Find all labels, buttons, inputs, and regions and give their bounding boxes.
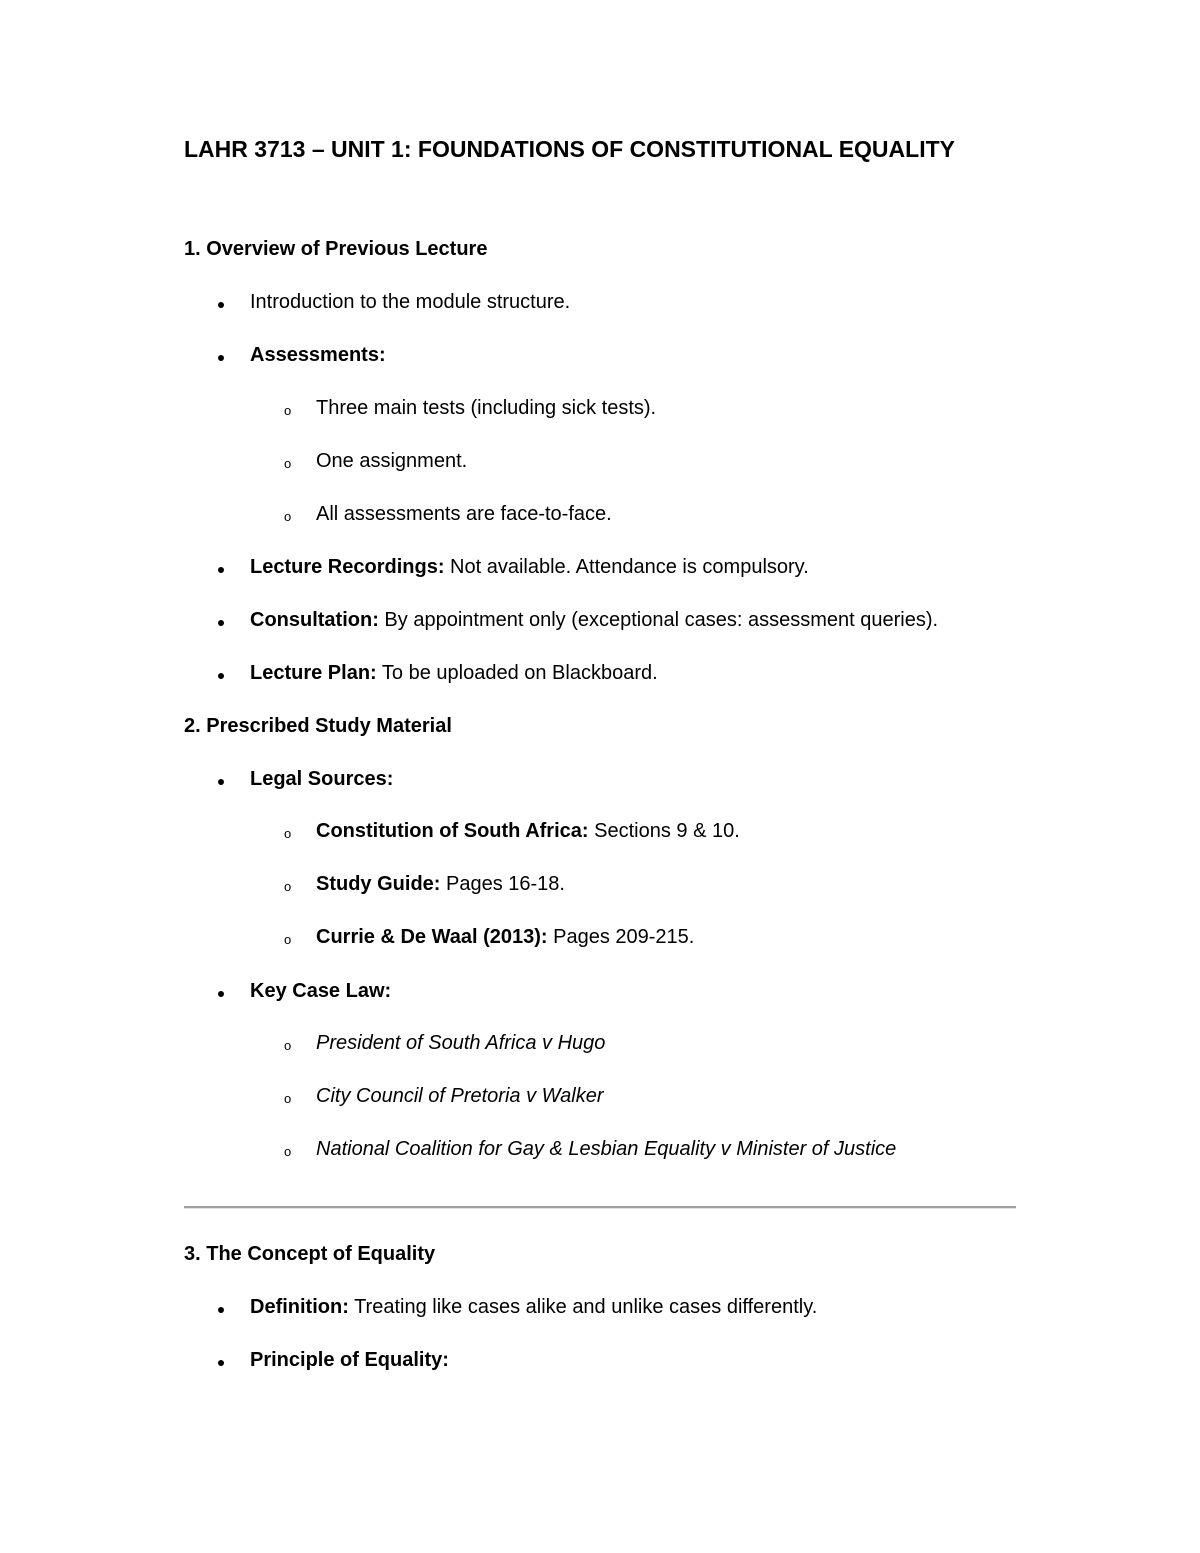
bullet-icon (218, 991, 224, 997)
sub-list-item-text: Pages 209-215. (547, 926, 695, 948)
sub-list-item-text: One assignment. (316, 450, 468, 472)
bullet-icon (218, 673, 224, 679)
section-heading-concept-of-equality: 3. The Concept of Equality (184, 1243, 436, 1265)
sub-list-item (316, 447, 467, 475)
sub-list-item-label: Constitution of South Africa: (316, 820, 589, 842)
sub-list-item-case (316, 1029, 605, 1057)
list-item-case-law (250, 977, 391, 1005)
circle-bullet-icon: o (284, 403, 292, 418)
sub-list-item-label: Study Guide: (316, 873, 441, 895)
list-item-text: To be uploaded on Blackboard. (376, 662, 658, 684)
list-item-label: Key Case Law: (250, 980, 392, 1002)
list-item-definition (250, 1293, 817, 1321)
list-item-consultation (250, 606, 938, 634)
document-title: LAHR 3713 – UNIT 1: FOUNDATIONS OF CONSTITUTIONAL EQUALITY (184, 136, 955, 162)
bullet-icon (218, 567, 224, 573)
list-item-text: Not available. Attendance is compulsory. (444, 556, 809, 578)
bullet-icon (218, 302, 224, 308)
sub-list-item (316, 394, 656, 422)
list-item-label: Consultation: (250, 609, 379, 631)
list-item-label: Principle of Equality: (250, 1349, 449, 1371)
list-item-intro (250, 288, 570, 316)
list-item-lecture-plan (250, 659, 658, 687)
list-item-text: Introduction to the module structure. (250, 291, 571, 313)
bullet-icon (218, 779, 224, 785)
case-name: National Coalition for Gay & Lesbian Equality v Minister of Justice (316, 1138, 897, 1160)
case-name: City Council of Pretoria v Walker (316, 1085, 604, 1107)
sub-list-item-label: Currie & De Waal (2013): (316, 926, 548, 948)
list-item-label: Lecture Recordings: (250, 556, 445, 578)
sub-list-item-text: Sections 9 & 10. (588, 820, 740, 842)
bullet-icon (218, 1307, 224, 1313)
section-heading-study-material: 2. Prescribed Study Material (184, 715, 452, 737)
list-item-assessments (250, 341, 386, 369)
bullet-icon (218, 620, 224, 626)
circle-bullet-icon: o (284, 1091, 292, 1106)
circle-bullet-icon: o (284, 932, 292, 947)
sub-list-item-case (316, 1082, 604, 1110)
list-item-label: Lecture Plan: (250, 662, 377, 684)
list-item-label: Definition: (250, 1296, 349, 1318)
circle-bullet-icon: o (284, 826, 292, 841)
list-item-label: Legal Sources: (250, 768, 394, 790)
sub-list-item-text: Three main tests (including sick tests). (316, 397, 657, 419)
bullet-icon (218, 1360, 224, 1366)
list-item-text: By appointment only (exceptional cases: assessment queries). (378, 609, 939, 631)
horizontal-divider (184, 1206, 1016, 1209)
sub-list-item (316, 923, 694, 951)
circle-bullet-icon: o (284, 509, 292, 524)
sub-list-item (316, 817, 740, 845)
sub-list-item (316, 870, 565, 898)
bullet-icon (218, 355, 224, 361)
case-name: President of South Africa v Hugo (316, 1032, 606, 1054)
circle-bullet-icon: o (284, 879, 292, 894)
list-item-label: Assessments: (250, 344, 386, 366)
circle-bullet-icon: o (284, 1038, 292, 1053)
sub-list-item (316, 500, 612, 528)
sub-list-item-text: All assessments are face-to-face. (316, 503, 612, 525)
circle-bullet-icon: o (284, 456, 292, 471)
circle-bullet-icon: o (284, 1144, 292, 1159)
section-heading-overview: 1. Overview of Previous Lecture (184, 238, 488, 260)
sub-list-item-case (316, 1135, 896, 1163)
list-item-principle (250, 1346, 449, 1374)
sub-list-item-text: Pages 16-18. (440, 873, 565, 895)
list-item-legal-sources (250, 765, 393, 793)
list-item-recordings (250, 553, 809, 581)
list-item-text: Treating like cases alike and unlike cases differently. (348, 1296, 818, 1318)
